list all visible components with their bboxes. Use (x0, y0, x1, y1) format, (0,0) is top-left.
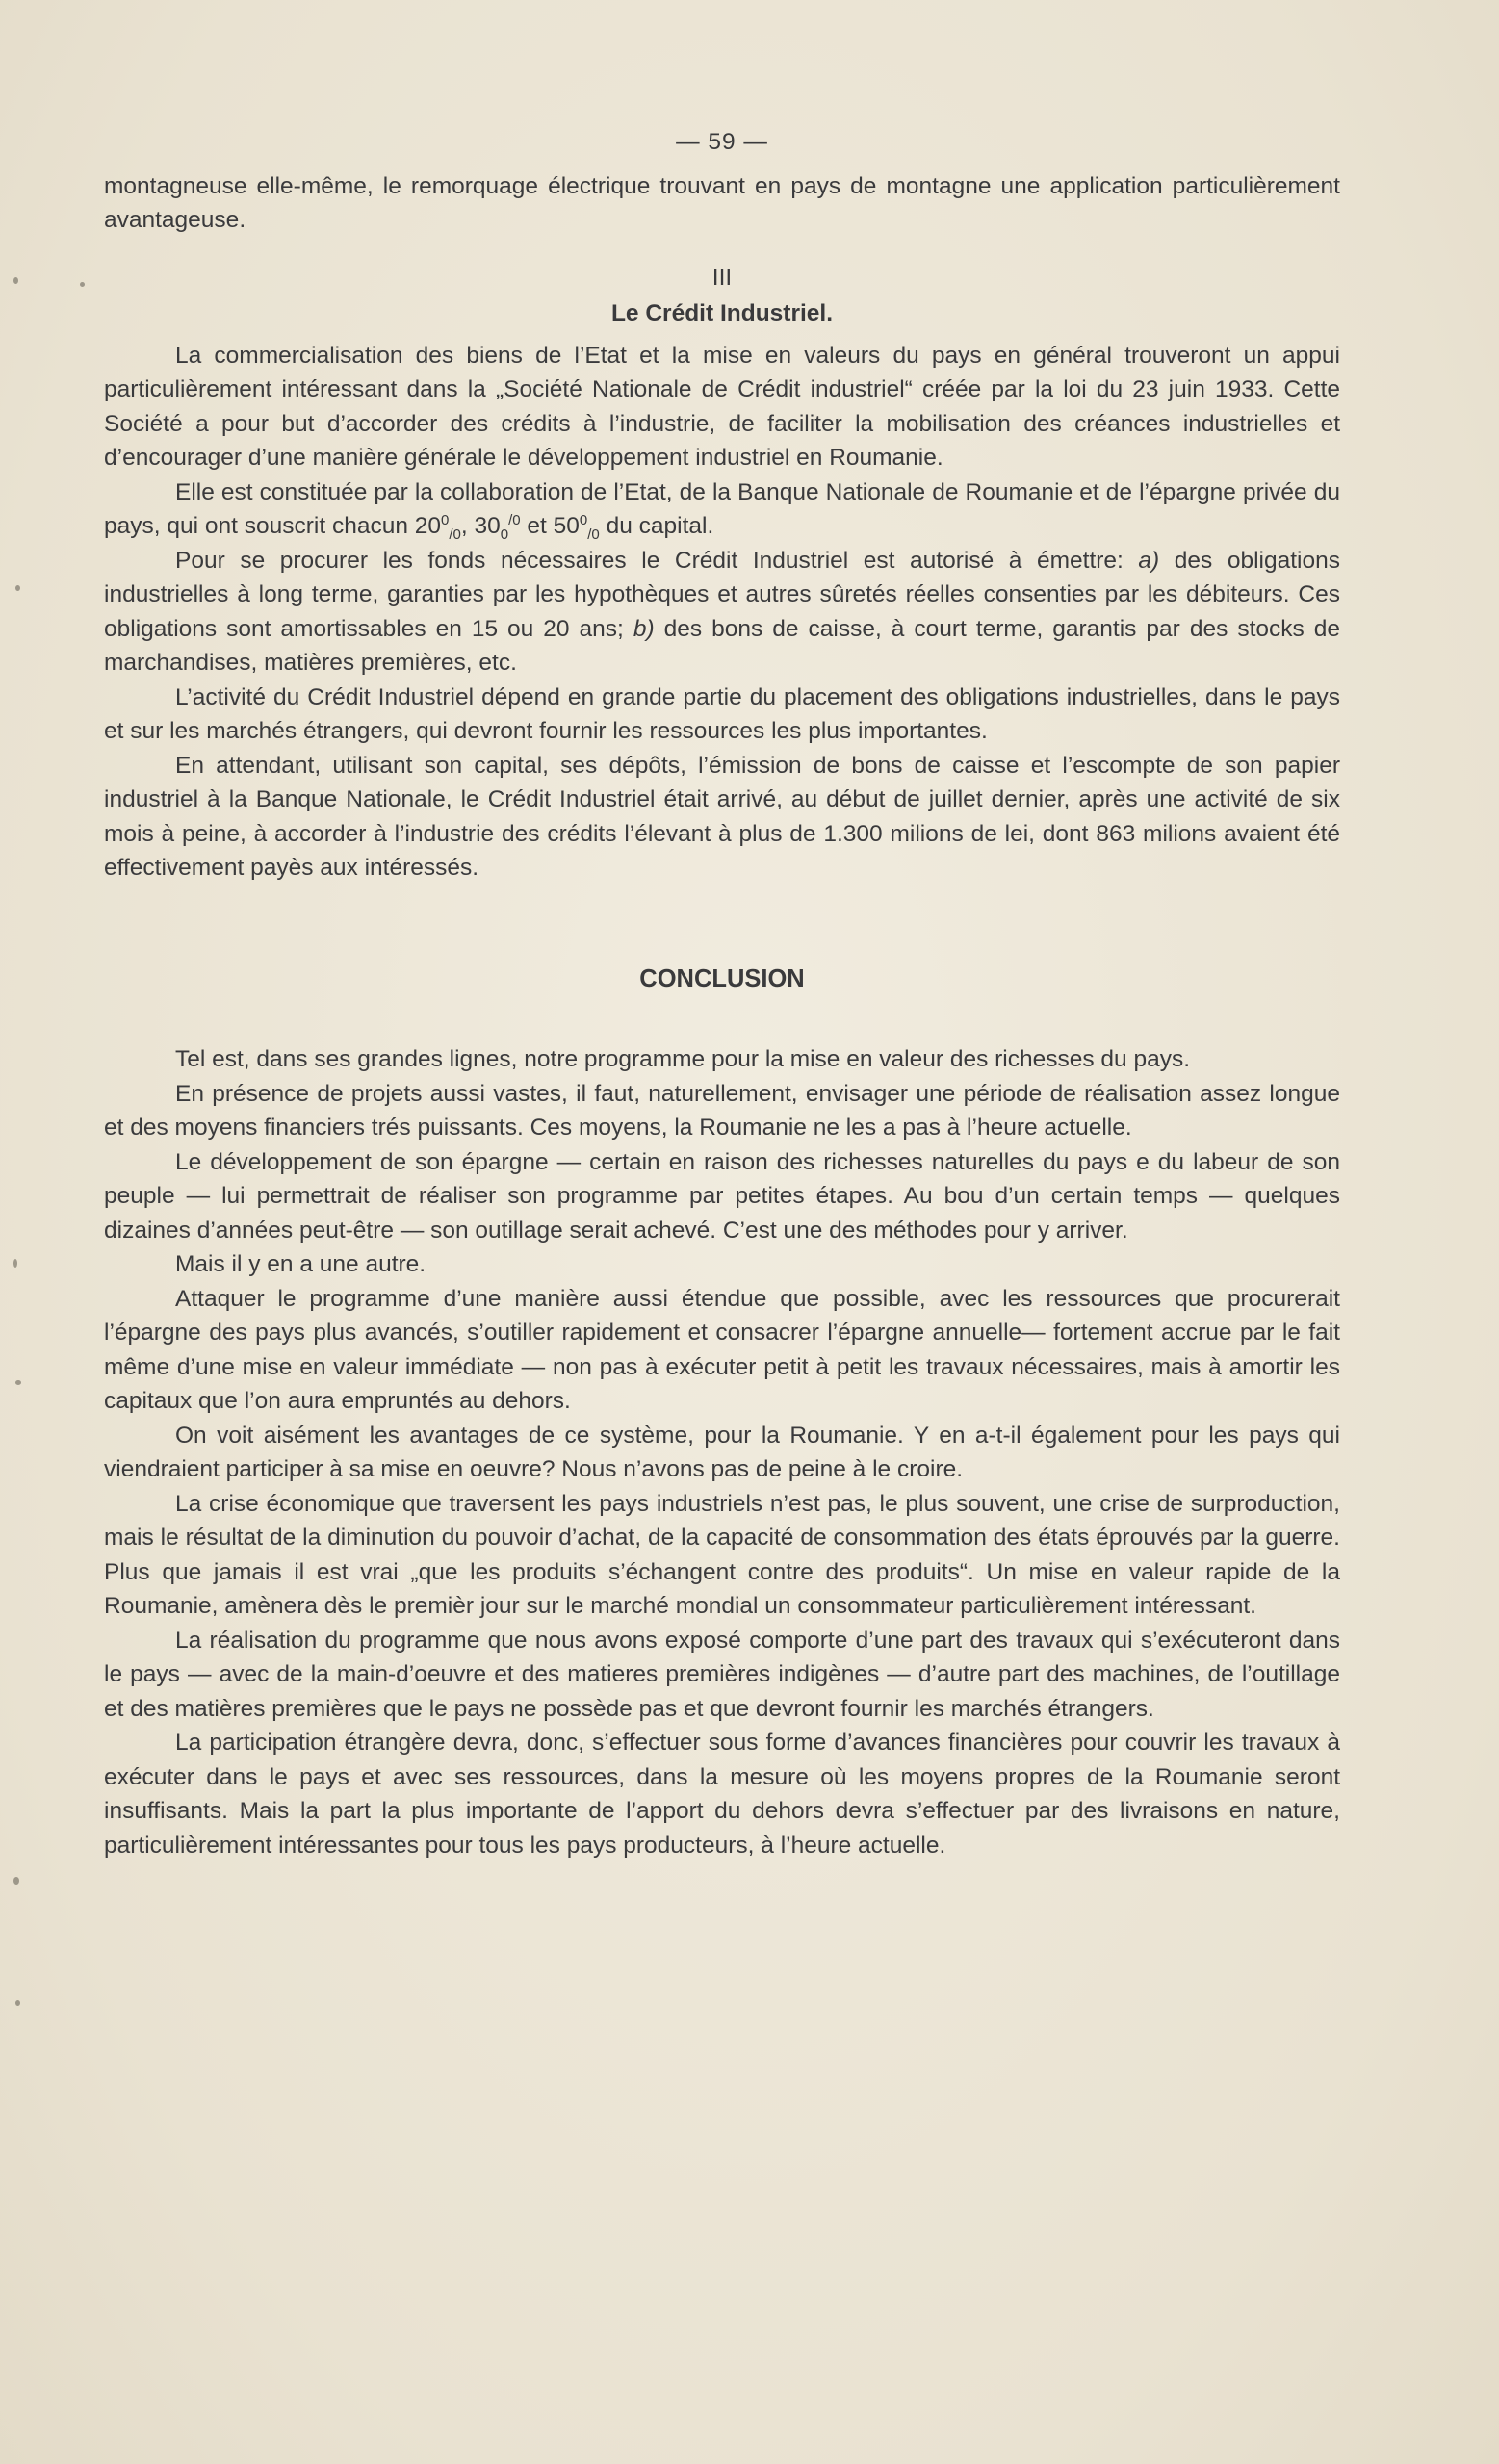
margin-speck (13, 277, 18, 284)
conclusion-paragraph: Tel est, dans ses grandes lignes, notre programme pour la mise en valeur des richesses du pays. (175, 1046, 1191, 1072)
margin-speck (13, 1877, 19, 1885)
conclusion-paragraph: La participation étrangère devra, donc, s’effectuer sous forme d’avances financières pour couvrir les travaux à exécuter dans le pays et avec ses ressources, dans la mesure où les moyens propres de la Roumanie seront insuffisants. Mais la part la plus importante de l’apport du dehors devra s’effectuer par des livraisons en nature, particulièrement intéressantes pour tous les pays producteurs, à l’heure actuelle. (104, 1730, 1340, 1859)
section-paragraph: La commercialisation des biens de l’Etat et la mise en valeurs du pays en général trouveront un appui particulièrement intéressant dans la „Société Nationale de Crédit industriel“ créée par la loi du 23 juin 1933. Cette Société a pour but d’accorder des crédits à l’industrie, de faciliter la mobilisation des créances industrielles et d’encourager d’une manière générale le développement industriel en Roumanie. (104, 342, 1340, 471)
conclusion-paragraph: La crise économique que traversent les pays industriels n’est pas, le plus souvent, une crise de surproduction, mais le résultat de la diminution du pouvoir d’achat, de la capacité de consommation des états éprouvés par la guerre. Plus que jamais il est vrai „que les produits s’échangent contre des produits“. Un mise en valeur rapide de la Roumanie, amènera dès le premièr jour sur le marché mondial un consommateur particulièrement intéressant. (104, 1490, 1340, 1619)
conclusion-paragraph: Le développement de son épargne — certain en raison des richesses naturelles du pays e du labeur de son peuple — lui permettrait de réaliser son programme par petites étapes. Au bou d’un certain temps — quelques dizaines d’années peut-être — son outillage serait achevé. C’est une des méthodes pour y arriver. (104, 1148, 1340, 1244)
funds-text-before: Pour se procurer les fonds nécessaires le Crédit Industriel est autorisé à émettre: (175, 547, 1139, 574)
page-number: — 59 — (676, 129, 768, 155)
percent-sign-part: /0 (508, 511, 521, 528)
intro-paragraph: montagneuse elle-même, le remorquage électrique trouvant en pays de montagne une application particulièrement avantageuse. (104, 172, 1340, 233)
funds-text-middle: des obligations industrielles à long terme, garanties par les hypothèques et autres sûretés réelles consenties par les débiteurs. Ces obligations sont amortissables en 15 ou 20 ans; (104, 547, 1340, 642)
funds-text-after: des bons de caisse, à court terme, garantis par des stocks de marchandises, matières premières, etc. (104, 615, 1340, 676)
list-marker-a: a) (1138, 547, 1160, 574)
section-number: III (711, 264, 733, 291)
capital-text-before: Elle est constituée par la collaboration de l’Etat, de la Banque Nationale de Roumanie et de l’épargne privée du pays, qui ont souscrit chacun 20 (104, 478, 1340, 539)
capital-text-mid: , 30 (460, 513, 501, 539)
percent-sign-part: 0 (441, 511, 450, 528)
conclusion-paragraph: Mais il y en a une autre. (175, 1251, 426, 1277)
section-title: Le Crédit Industriel. (610, 300, 834, 326)
section-paragraph: L’activité du Crédit Industriel dépend en grande partie du placement des obligations industrielles, dans le pays et sur les marchés étrangers, qui devront fournir les ressources les plus importantes. (104, 683, 1340, 744)
margin-speck (13, 1259, 17, 1268)
margin-speck (15, 1380, 21, 1385)
conclusion-heading: CONCLUSION (639, 964, 805, 992)
section-paragraph: En attendant, utilisant son capital, ses dépôts, l’émission de bons de caisse et l’escompte de son papier industriel à la Banque Nationale, le Crédit Industriel était arrivé, au début de juillet dernier, après une activité de six mois à peine, à accorder à l’industrie des crédits l’élevant à plus de 1.300 milions de lei, dont 863 milions avaient été effectivement payès aux intéressés. (104, 752, 1340, 881)
margin-speck (80, 282, 85, 287)
percent-sign-part: /0 (449, 526, 461, 543)
percent-sign-part: /0 (587, 526, 600, 543)
conclusion-paragraph: En présence de projets aussi vastes, il faut, naturellement, envisager une période de réalisation assez longue et des moyens financiers trés puissants. Ces moyens, la Roumanie ne les a pas à l’heure actuelle. (104, 1080, 1340, 1141)
capital-paragraph (104, 475, 1340, 544)
capital-text-after: du capital. (599, 513, 714, 539)
funds-paragraph (104, 544, 1340, 680)
margin-speck (15, 2000, 20, 2006)
conclusion-paragraph: La réalisation du programme que nous avons exposé comporte d’une part des travaux qui s’exécuteront dans le pays — avec de la main-d’oeuvre et des matieres premières indigènes — d’autre part des machines, de l’outillage et des matières premières que le pays ne possède pas et que devront fournir les marchés étrangers. (104, 1627, 1340, 1722)
percent-sign-part: 0 (579, 511, 588, 528)
capital-text-mid: et 50 (520, 513, 580, 539)
list-marker-b: b) (633, 615, 655, 642)
page-content (104, 125, 1340, 1862)
margin-speck (15, 585, 20, 591)
percent-sign-part: 0 (500, 526, 509, 543)
conclusion-paragraph: On voit aisément les avantages de ce système, pour la Roumanie. Y en a-t-il également pour les pays qui viendraient participer à sa mise en oeuvre? Nous n’avons pas de peine à le croire. (104, 1422, 1340, 1482)
conclusion-paragraph: Attaquer le programme d’une manière aussi étendue que possible, avec les ressources que procurerait l’épargne des pays plus avancés, s’outiller rapidement et consacrer l’épargne annuelle— fortement accrue par le fait même d’une mise en valeur immédiate — non pas à exécuter petit à petit les travaux nécessaires, mais à amortir les capitaux que l’on aura empruntés au dehors. (104, 1285, 1340, 1414)
